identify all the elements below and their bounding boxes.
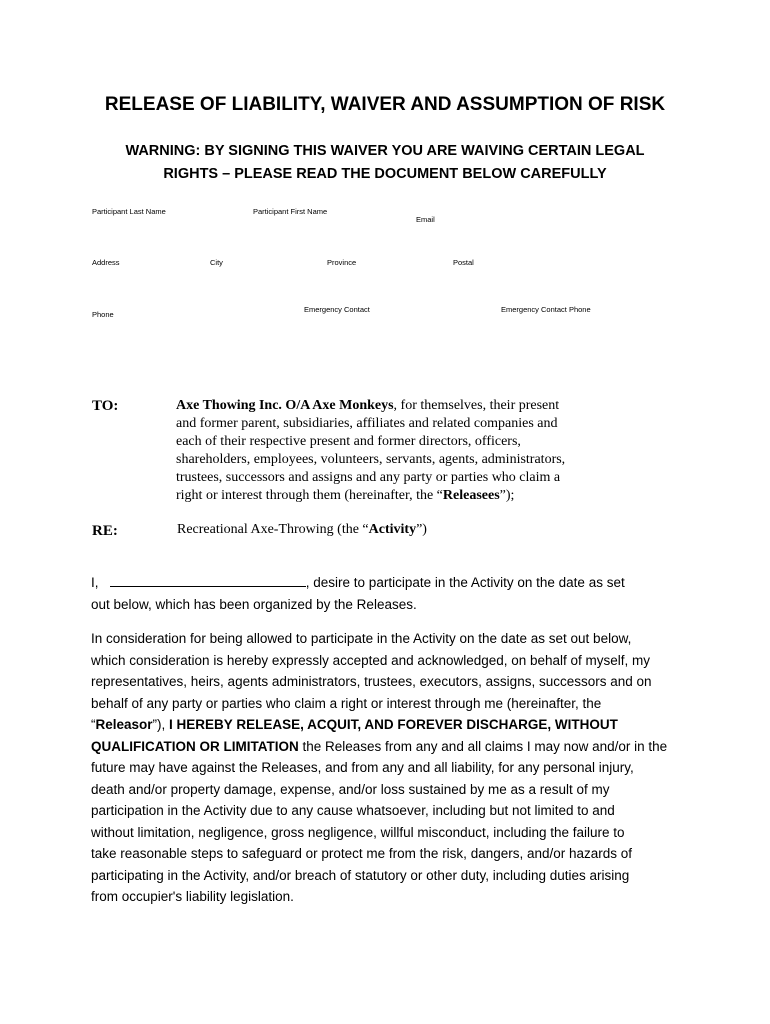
participant-first-name-label: Participant First Name	[253, 207, 328, 216]
warning-line-2: RIGHTS – PLEASE READ THE DOCUMENT BELOW CAREFULLY	[163, 166, 607, 182]
para2-line-12: participating in the Activity, and/or breach of statutory or other duty, including duties arising	[91, 867, 630, 883]
to-line-3: each of their respective present and former directors, officers,	[176, 434, 521, 449]
para2-line-2: which consideration is hereby expressly accepted and acknowledged, on behalf of myself, my	[91, 652, 651, 668]
para2-line-8: death and/or property damage, expense, and/or loss sustained by me as a result of my	[91, 781, 610, 797]
company-name: Axe Thowing Inc. O/A Axe Monkeys	[176, 398, 394, 413]
to-line-1	[176, 397, 616, 415]
releasor-term: Releasor	[95, 717, 153, 732]
para2-line-5	[91, 714, 691, 736]
emergency-contact-phone-label: Emergency Contact Phone	[501, 305, 591, 314]
para2-line-10: without limitation, negligence, gross negligence, willful misconduct, including the failure to	[91, 824, 625, 840]
phone-label: Phone	[92, 310, 114, 319]
province-label: Province	[327, 258, 357, 267]
to-line-6-pre: right or interest through them (hereinafter, the “	[176, 488, 443, 503]
para2-line-5-quote: “	[91, 717, 96, 732]
postal-label: Postal	[453, 258, 474, 267]
para2-line-5-quote-close: ”),	[152, 717, 170, 732]
document-title: RELEASE OF LIABILITY, WAIVER AND ASSUMPTION OF RISK	[104, 94, 666, 115]
city-label: City	[210, 258, 223, 267]
address-label: Address	[92, 258, 120, 267]
para2-line-9: participation in the Activity due to any cause whatsoever, including but not limited to and	[91, 803, 615, 818]
to-line-6-post: ”);	[499, 488, 515, 503]
emergency-contact-label: Emergency Contact	[304, 305, 370, 314]
warning-heading	[60, 140, 710, 186]
re-post: ”)	[416, 522, 427, 537]
para1-line-1	[91, 572, 691, 594]
release-clause-bold: I HEREBY RELEASE, ACQUIT, AND FOREVER DISCHARGE, WITHOUT	[169, 717, 618, 732]
re-pre: Recreational Axe-Throwing (the “	[177, 522, 369, 537]
para2-line-11: take reasonable steps to safeguard or protect me from the risk, dangers, and/or hazards of	[91, 846, 633, 861]
releasees-term: Releasees	[442, 488, 500, 503]
para1-line-1-post: , desire to participate in the Activity on the date as set	[305, 575, 625, 590]
release-paragraph	[91, 628, 691, 908]
participant-statement	[91, 572, 691, 615]
qualification-clause-bold: QUALIFICATION OR LIMITATION	[91, 738, 299, 754]
para2-line-1: In consideration for being allowed to participate in the Activity on the date as set out below,	[91, 631, 632, 646]
para2-line-6	[91, 736, 691, 758]
para1-line-1-pre: I,	[91, 575, 99, 590]
to-line-2: and former parent, subsidiaries, affiliates and related companies and	[176, 416, 558, 431]
re-label: RE:	[92, 523, 118, 539]
to-line-5: trustees, successors and assigns and any party or parties who claim a	[176, 470, 561, 485]
to-line-6	[176, 487, 616, 505]
para1-line-2: out below, which has been organized by the Releases.	[91, 596, 417, 612]
participant-name-blank[interactable]	[110, 574, 306, 587]
email-label: Email	[416, 215, 435, 224]
participant-last-name-label: Participant Last Name	[92, 207, 166, 216]
activity-term: Activity	[368, 522, 417, 537]
para2-line-3: representatives, heirs, agents administrators, trustees, executors, assigns, successors and on	[91, 674, 652, 689]
to-label: TO:	[92, 398, 119, 414]
re-text	[177, 522, 427, 538]
to-line-1-rest: , for themselves, their present	[393, 398, 560, 413]
para2-line-7: future may have against the Releases, and from any and all liability, for any personal injury,	[91, 760, 634, 775]
para2-line-6-rest: the Releases from any and all claims I may now and/or in the	[298, 738, 668, 754]
para2-line-13: from occupier's liability legislation.	[91, 889, 294, 904]
to-text	[176, 397, 616, 505]
para2-line-4: behalf of any party or parties who claim a right or interest through me (hereinafter, the	[91, 695, 602, 711]
warning-line-1: WARNING: BY SIGNING THIS WAIVER YOU ARE WAIVING CERTAIN LEGAL	[125, 143, 645, 159]
to-line-4: shareholders, employees, volunteers, servants, agents, administrators,	[176, 452, 566, 467]
